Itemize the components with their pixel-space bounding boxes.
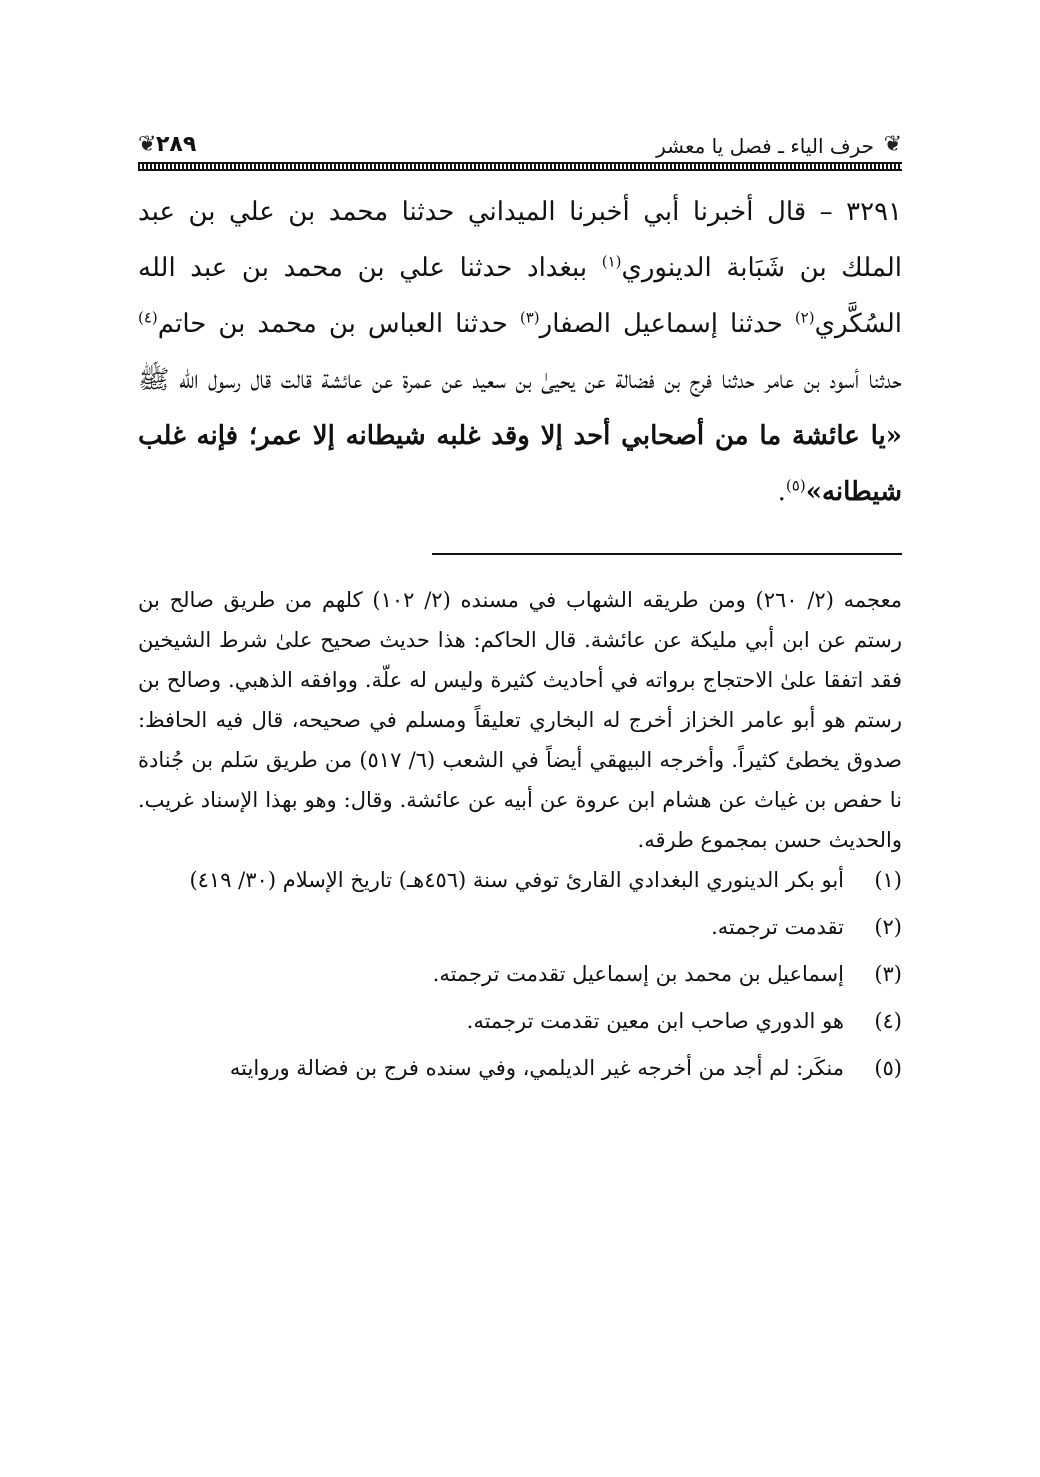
hadith-chain: حدثنا العباس بن محمد بن حاتم (157, 309, 508, 339)
footnote-ref: (٣) (519, 308, 540, 327)
footnote-ref: (١) (601, 252, 622, 271)
footnote-continuation: معجمه (٢/ ٢٦٠) ومن طريقه الشهاب في مسنده (٢/ ١٠٢) كلهم من طريق صالح بن رستم عن ابن أبي مليكة عن عائشة. قال الحاكم: هذا حديث صحيح علىٰ شرط الشيخين فقد اتفقا علىٰ الاحتجاج برواته في أحاديث كثيرة وليس له علّة. ووافقه الذهبي. وصالح بن رستم هو أبو عامر الخزاز أخرج له البخاري تعليقاً ومسلم في صحيحه، قال فيه الحافظ: صدوق يخطئ كثيراً. وأخرجه البيهقي أيضاً في الشعب (٦/ ٥١٧) من طريق سَلم بن جُنادة نا حفص بن غياث عن هشام ابن عروة عن أبيه عن عائشة. وقال: وهو بهذا الإسناد غريب. والحديث حسن بمجموع طرقه. (138, 588, 902, 852)
hadith-chain: قال أخبرنا أبي أخبرنا الميداني حدثنا محمد بن علي بن عبد الملك بن شَبَابة الدينوري (138, 197, 903, 283)
hadith-chain: حدثنا أسود بن عامر حدثنا فرج بن فضالة عن يحيىٰ بن سعيد عن عمرة عن عائشة قالت قال رسول الله ﷺ (138, 365, 902, 395)
footnote-item (138, 1001, 902, 1041)
footnote-text: أبو بكر الدينوري البغدادي القارئ توفي سنة (٤٥٦هـ) تاريخ الإسلام (٣٠/ ٤١٩) (189, 868, 844, 892)
end-mark: . (777, 477, 786, 507)
ornament-icon: ❦ (138, 132, 157, 157)
hadith-chain: ببغداد حدثنا علي بن محمد بن عبد الله السُكَّري (138, 253, 902, 339)
hadith-chain: حدثنا إسماعيل الصفار (539, 309, 783, 339)
footnote-number: (٣) (874, 962, 902, 986)
footnote-text: إسماعيل بن محمد بن إسماعيل تقدمت ترجمته. (432, 962, 844, 986)
footnote-number: (٤) (874, 1009, 902, 1033)
hadith-number: ٣٢٩١ – (819, 197, 903, 227)
footnote-item (138, 954, 902, 994)
footnote-number: (٢) (874, 915, 902, 939)
footnote-text: منكَر: لم أجد من أخرجه غير الديلمي، وفي سنده فرج بن فضالة وروايته (229, 1056, 844, 1080)
footnote-text: هو الدوري صاحب ابن معين تقدمت ترجمته. (466, 1009, 844, 1033)
footnotes (138, 580, 902, 1088)
footnote-text: تقدمت ترجمته. (711, 915, 844, 939)
running-header (138, 126, 902, 174)
header-rule (138, 162, 902, 171)
ornament-icon: ❦ (883, 132, 902, 157)
footnote-item (138, 860, 902, 900)
footnote-ref: (٤) (138, 308, 158, 327)
footnote-number: (١) (874, 868, 902, 892)
hadith-text (138, 184, 902, 520)
footnote-ref: (٢) (794, 308, 815, 327)
chapter-title: حرف الياء ـ فصل يا معشر (656, 134, 874, 158)
footnote-number: (٥) (874, 1056, 902, 1080)
footnote-item (138, 1048, 902, 1088)
footnote-separator (432, 553, 902, 555)
page-number: ٢٨٩ (156, 132, 197, 157)
footnote-ref: (٥) (785, 476, 806, 495)
footnote-item (138, 907, 902, 947)
hadith-quote: «يا عائشة ما من أصحابي أحد إلا وقد غلبه شيطانه إلا عمر؛ فإنه غلب شيطانه» (138, 421, 902, 507)
